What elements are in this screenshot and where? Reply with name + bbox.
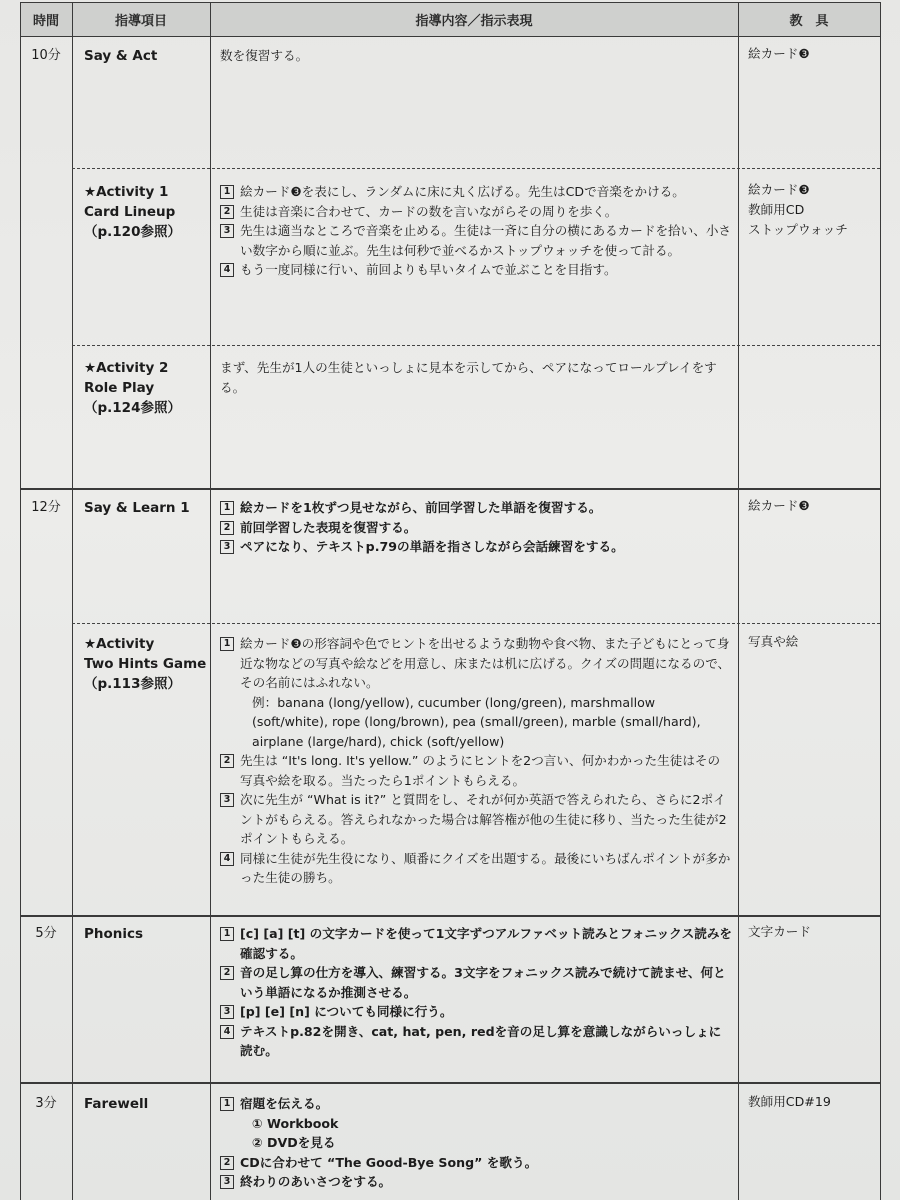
step-number: 3 — [220, 540, 234, 554]
content-paragraph — [220, 1002, 732, 1022]
row-content — [220, 46, 732, 66]
content-paragraph — [220, 260, 732, 280]
paragraph-text: 絵カード❸の形容詞や色でヒントを出せるような動物や食べ物、また子どもにとって身近な物などの写真や絵などを用意し、床または机に広げる。クイズの問題になるので、その名前にはふれない。 — [240, 636, 731, 690]
content-paragraph — [220, 751, 732, 790]
paragraph-text: 例：banana (long/yellow), cucumber (long/green), marshmallow (soft/white), rope (long/brown), pea (small/green), marble (small/hard), airplane (large/hard), chick (soft/yellow) — [252, 694, 701, 749]
step-number: 2 — [220, 1156, 234, 1170]
header-time: 時間 — [32, 13, 59, 29]
content-paragraph — [220, 1153, 732, 1173]
paragraph-text: CDに合わせて “The Good-Bye Song” を歌う。 — [240, 1154, 538, 1170]
step-number: 2 — [220, 521, 234, 535]
paragraph-text: 絵カードを1枚ずつ見せながら、前回学習した単語を復習する。 — [240, 500, 602, 515]
material-item: 写真や絵 — [748, 634, 799, 649]
column-border — [880, 2, 881, 1200]
material-item: 絵カード❸ — [748, 46, 810, 61]
content-paragraph — [220, 1114, 732, 1134]
row-time: 3分 — [35, 1096, 57, 1111]
item-line: Card Lineup — [84, 204, 176, 220]
step-number: 3 — [220, 1175, 234, 1189]
row-item — [84, 1094, 208, 1114]
item-line: Say & Act — [84, 48, 158, 64]
row-materials — [748, 1092, 878, 1112]
content-paragraph — [220, 1172, 732, 1192]
content-paragraph — [220, 358, 732, 397]
row-content — [220, 634, 732, 888]
row-materials — [748, 44, 878, 64]
row-divider — [72, 168, 880, 169]
row-divider — [72, 623, 880, 624]
material-item: 文字カード — [748, 924, 811, 939]
content-paragraph — [220, 1133, 732, 1153]
paragraph-text: 数を復習する。 — [220, 48, 309, 63]
paragraph-text: 先生は適当なところで音楽を止める。生徒は一斉に自分の横にあるカードを拾い、小さい数字から順に並ぶ。先生は何秒で並べるかストップウォッチを使って計る。 — [240, 223, 732, 258]
paragraph-text: 先生は “It's long. It's yellow.” のようにヒントを2つ言い、何かわかった生徒はその写真や絵を取る。当たったら1ポイントもらえる。 — [240, 753, 721, 788]
item-line: ★Activity 1 — [84, 184, 169, 200]
header-content: 指導内容／指示表現 — [415, 13, 533, 29]
paragraph-text: 終わりのあいさつをする。 — [240, 1174, 392, 1189]
item-line: Say & Learn 1 — [84, 500, 190, 516]
paragraph-text: 生徒は音楽に合わせて、カードの数を言いながらその周りを歩く。 — [240, 203, 618, 219]
row-content — [220, 924, 732, 1061]
paragraph-text: ペアになり、テキストp.79の単語を指さしながら会話練習をする。 — [240, 539, 624, 554]
paragraph-text: 前回学習した表現を復習する。 — [240, 519, 417, 535]
material-item: 教師用CD#19 — [748, 1094, 831, 1109]
paragraph-text: 音の足し算の仕方を導入、練習する。3文字をフォニックス読みで続けて読ませ、何という単語になるか推測させる。 — [240, 965, 726, 1000]
item-line: Two Hints Game — [84, 656, 207, 672]
paragraph-text: まず、先生が1人の生徒といっしょに見本を示してから、ペアになってロールプレイをする。 — [220, 360, 717, 395]
content-paragraph — [220, 634, 732, 693]
item-line: ★Activity 2 — [84, 360, 169, 376]
step-number: 2 — [220, 966, 234, 980]
step-number: 3 — [220, 1005, 234, 1019]
material-item: ストップウォッチ — [748, 222, 848, 237]
row-content — [220, 498, 732, 557]
paragraph-text: 宿題を伝える。 — [240, 1096, 329, 1111]
header-item: 指導項目 — [114, 13, 167, 29]
step-number: 1 — [220, 927, 234, 941]
row-time: 5分 — [35, 926, 57, 941]
paragraph-text: もう一度同様に行い、前回よりも早いタイムで並ぶことを目指す。 — [240, 262, 617, 277]
item-line: Role Play — [84, 380, 155, 396]
column-border — [210, 2, 211, 1200]
step-number: 1 — [220, 501, 234, 515]
step-number: 2 — [220, 205, 234, 219]
item-line: ★Activity — [84, 636, 155, 652]
content-paragraph — [220, 1022, 732, 1061]
content-paragraph — [220, 849, 732, 888]
column-border — [72, 2, 73, 1200]
content-paragraph — [220, 537, 732, 557]
content-paragraph — [220, 963, 732, 1002]
row-divider — [72, 345, 880, 346]
row-item — [84, 634, 208, 694]
row-item — [84, 498, 208, 518]
paragraph-text: 絵カード❸を表にし、ランダムに床に丸く広げる。先生はCDで音楽をかける。 — [240, 184, 685, 199]
material-item: 絵カード❸ — [748, 498, 810, 513]
item-line: Farewell — [84, 1096, 149, 1112]
content-paragraph — [220, 790, 732, 849]
content-paragraph — [220, 46, 732, 66]
row-materials — [748, 632, 878, 652]
row-content — [220, 182, 732, 280]
item-line: （p.120参照） — [84, 224, 181, 240]
step-number: 4 — [220, 852, 234, 866]
content-paragraph — [220, 182, 732, 202]
step-number: 4 — [220, 1025, 234, 1039]
item-line: （p.124参照） — [84, 400, 181, 416]
step-number: 3 — [220, 793, 234, 807]
content-paragraph — [220, 202, 732, 222]
step-number: 1 — [220, 1097, 234, 1111]
content-paragraph — [220, 693, 732, 752]
paragraph-text: ② DVDを見る — [252, 1135, 336, 1150]
row-materials — [748, 922, 878, 942]
step-number: 1 — [220, 185, 234, 199]
column-border — [738, 2, 739, 1200]
table-top-border — [20, 2, 880, 3]
content-paragraph — [220, 1094, 732, 1114]
section-divider — [20, 915, 880, 917]
row-materials — [748, 180, 878, 240]
row-item — [84, 358, 208, 418]
row-item — [84, 182, 208, 242]
row-item — [84, 924, 208, 944]
material-item: 絵カード❸ — [748, 182, 810, 197]
row-item — [84, 46, 208, 66]
step-number: 2 — [220, 754, 234, 768]
section-divider — [20, 1082, 880, 1084]
paragraph-text: 次に先生が “What is it?” と質問をし、それが何か英語で答えられたら、さらに2ポイントがもらえる。答えられなかった場合は解答権が他の生徒に移り、当たった生徒が2ポイントもらえる。 — [240, 792, 727, 846]
item-line: Phonics — [84, 926, 144, 942]
content-paragraph — [220, 498, 732, 518]
paragraph-text: テキストp.82を開き、cat, hat, pen, redを音の足し算を意識しながらいっしょに読む。 — [240, 1023, 722, 1058]
step-number: 1 — [220, 637, 234, 651]
step-number: 3 — [220, 224, 234, 238]
paragraph-text: ① Workbook — [252, 1115, 339, 1131]
item-line: （p.113参照） — [84, 676, 181, 692]
section-divider — [20, 488, 880, 490]
row-materials — [748, 496, 878, 516]
row-content — [220, 1094, 732, 1192]
content-paragraph — [220, 221, 732, 260]
paragraph-text: [p] [e] [n] についても同様に行う。 — [240, 1004, 453, 1019]
content-paragraph — [220, 518, 732, 538]
paragraph-text: [c] [a] [t] の文字カードを使って1文字ずつアルファベット読みとフォニックス読みを確認する。 — [240, 926, 733, 961]
header-bottom-border — [20, 36, 880, 37]
paragraph-text: 同様に生徒が先生役になり、順番にクイズを出題する。最後にいちばんポイントが多かった生徒の勝ち。 — [240, 850, 731, 885]
row-time: 12分 — [31, 500, 61, 515]
row-content — [220, 358, 732, 397]
content-paragraph — [220, 924, 732, 963]
column-border — [20, 2, 21, 1200]
step-number: 4 — [220, 263, 234, 277]
header-materials: 教 具 — [789, 13, 829, 29]
material-item: 教師用CD — [748, 202, 805, 217]
row-time: 10分 — [31, 48, 61, 63]
